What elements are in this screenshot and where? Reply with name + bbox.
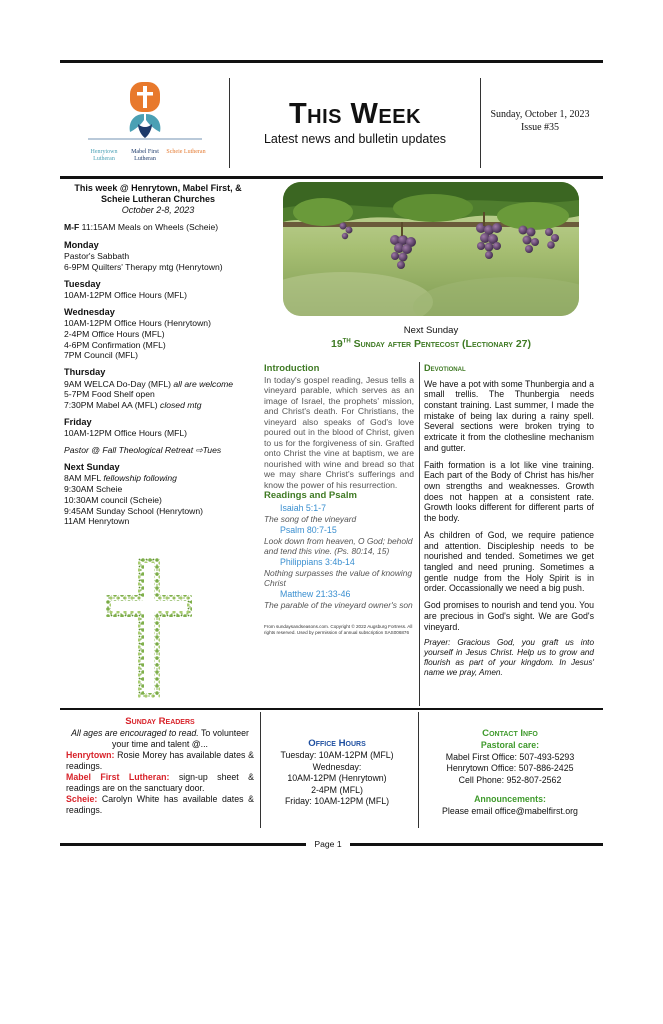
cross-flame-icon — [84, 78, 206, 140]
readers-church-text: Carolyn White has available dates & readings. — [66, 793, 254, 815]
day-item-note: all are welcome — [173, 378, 234, 389]
newsletter-title: This Week — [288, 98, 422, 130]
day-item: 10AM-12PM Office Hours (MFL) — [64, 428, 188, 439]
office-hours-line: Friday: 10AM-12PM (MFL) — [284, 796, 390, 807]
devotional-column — [424, 363, 594, 678]
top-rule — [60, 60, 603, 63]
header-divider-right — [480, 78, 481, 168]
reading-description: Look down from heaven, O God; behold and tend this vine. (Ps. 80:14, 15) — [264, 536, 413, 557]
devotional-paragraph: We have a pot with some Thunbergia and a small trellis. The Thunbergia needs constant training. Last summer, I made the mistake of being lax during a rainy spell. Several sections were broken trying to extricate it from the clothesline mechanism and gutter. — [424, 378, 594, 453]
day-heading: Monday — [64, 239, 99, 250]
readers-church-text: Rosie Morey has available dates & readings. — [66, 749, 254, 771]
office-hours-heading: Office Hours — [308, 738, 366, 749]
feature-kicker: Next Sunday — [403, 325, 459, 336]
bottom-divider-right — [418, 712, 419, 828]
schedule-title: This week @ Henrytown, Mabel First, & Scheie Lutheran Churches — [74, 183, 242, 204]
day-wednesday — [64, 307, 252, 361]
day-item-text: 8AM MFL — [64, 473, 101, 484]
vine-cross-icon — [106, 558, 192, 698]
mf-item — [64, 222, 252, 233]
announcements-email[interactable]: Please email office@mabelfirst.org — [442, 805, 578, 816]
readers-church-label: Henrytown: — [66, 749, 115, 760]
day-heading: Wednesday — [64, 306, 115, 317]
day-item: Pastor's Sabbath — [64, 251, 130, 262]
pastoral-care-label: Pastoral care: — [480, 740, 540, 751]
logo-name-scheie: Scheie Lutheran — [166, 149, 206, 156]
reading-reference: Psalm 80:7-15 — [280, 525, 337, 536]
feature-heading-number: 19 — [330, 338, 343, 350]
day-item: 9:30AM Scheie — [64, 484, 123, 495]
feature-heading-ordinal: TH — [342, 338, 351, 345]
introduction-column — [264, 363, 414, 635]
readers-church-text: sign-up sheet & readings are on the sanctuary door. — [66, 771, 254, 793]
sunday-readers-heading: Sunday Readers — [125, 716, 195, 727]
day-next-sunday — [64, 462, 252, 527]
day-heading: Friday — [64, 416, 92, 427]
office-hours-line: 2-4PM (MFL) — [311, 784, 363, 795]
contact-line: Mabel First Office: 507-493-5293 — [445, 751, 575, 762]
issue-date: Sunday, October 1, 2023 — [490, 109, 590, 120]
reading-description: Nothing surpasses the value of knowing Christ — [264, 568, 413, 589]
day-tuesday — [64, 279, 252, 301]
contact-heading: Contact Info — [482, 728, 538, 739]
day-item: 11AM Henrytown — [64, 516, 130, 527]
contact-line: Henrytown Office: 507-886-2425 — [446, 763, 574, 774]
column-divider — [419, 362, 420, 706]
readers-church-label: Mabel First Lutheran: — [66, 771, 170, 782]
schedule-dates: October 2-8, 2023 — [121, 204, 195, 215]
readers-scheie — [66, 794, 254, 816]
logo-divider — [88, 138, 202, 140]
introduction-heading: Introduction — [264, 363, 320, 374]
day-item: 10AM-12PM Office Hours (MFL) — [64, 290, 188, 301]
day-item: 6-9PM Quilters' Therapy mtg (Henrytown) — [64, 261, 223, 272]
feature-heading-text: Sunday after Pentecost (Lectionary 27) — [350, 338, 532, 350]
vineyard-image — [283, 182, 579, 316]
readers-church-label: Scheie: — [66, 793, 98, 804]
day-friday — [64, 417, 252, 439]
day-item: 5-7PM Food Shelf open — [64, 389, 155, 400]
contact-line: Cell Phone: 952-807-2562 — [458, 774, 562, 785]
readers-henrytown — [66, 750, 254, 772]
day-item — [64, 473, 252, 484]
reading-reference: Philippians 3:4b-14 — [280, 557, 355, 568]
bottom-divider-left — [260, 712, 261, 828]
day-item: 9:45AM Sunday School (Henrytown) — [64, 505, 204, 516]
introduction-text: In today's gospel reading, Jesus tells a vineyard parable, which serves as an image of Israel, the prophets' mission, and Christ's death. For Christians, the vineyard also speaks of God's love poured out in the blood of Christ, given to us for the forgiveness of sin. Grafted onto Christ the vine at baptism, we are nourished with wine and bread so that we may share Christ's sufferings and know the power of his resurrection. — [264, 374, 414, 490]
sunday-readers-intro — [66, 728, 254, 750]
sunday-readers-box — [66, 716, 254, 816]
day-item: 2-4PM Office Hours (MFL) — [64, 329, 165, 340]
mf-text: 11:15AM Meals on Wheels (Scheie) — [81, 221, 219, 232]
office-hours-box — [266, 738, 408, 808]
devotional-paragraph: God promises to nourish and tend you. You are precious in God's sight. We are God's vineyard. — [424, 600, 594, 632]
day-item-text: 7:30PM Mabel AA (MFL) — [64, 400, 158, 411]
logo-church-names — [84, 149, 206, 162]
day-item: 10AM-12PM Office Hours (Henrytown) — [64, 318, 211, 329]
feature-heading — [263, 338, 599, 351]
day-item: 4-6PM Confirmation (MFL) — [64, 339, 166, 350]
header-divider-left — [229, 78, 230, 168]
day-item-text: 9AM WELCA Do-Day (MFL) — [64, 378, 171, 389]
office-hours-line: Wednesday: — [312, 761, 362, 772]
logo-name-mabel: Mabel First Lutheran — [131, 149, 159, 162]
day-item-note: fellowship following — [103, 473, 177, 484]
office-hours-line: 10AM-12PM (Henrytown) — [287, 773, 387, 784]
devotional-heading: Devotional — [424, 363, 466, 373]
office-hours-line: Tuesday: 10AM-12PM (MFL) — [280, 750, 394, 761]
reading-description: The parable of the vineyard owner's son — [264, 600, 413, 611]
mf-label: M-F — [64, 221, 80, 232]
day-item: 7PM Council (MFL) — [64, 350, 139, 361]
announcements-label: Announcements: — [474, 794, 546, 805]
day-monday — [64, 240, 252, 273]
day-heading: Thursday — [64, 367, 106, 378]
weekly-schedule — [64, 183, 252, 533]
issue-info — [484, 108, 596, 134]
day-item-note: closed mtg — [160, 400, 202, 411]
day-thursday — [64, 367, 252, 411]
contact-info-box — [424, 728, 596, 817]
page-number: Page 1 — [306, 839, 350, 850]
devotional-paragraph: Faith formation is a lot like vine training. Each part of the Body of Christ has his/her own strengths and weaknesses. Growth does not happen at a consistent rate. Growth looks different for different parts of the body. — [424, 459, 594, 524]
copyright-notice: From sundaysandseasons.com. Copyright © 2022 Augsburg Fortress. All rights reserved. Used by permission of annual subscription SAS006876 — [264, 624, 413, 635]
devotional-prayer: Prayer: Gracious God, you graft us into yourself in Jesus Christ. Help us to grow and flourish as part of your kingdom. In Jesus' name we pray, Amen. — [424, 638, 594, 678]
bottom-section-top-rule — [60, 708, 603, 710]
reading-reference: Matthew 21:33-46 — [280, 589, 351, 600]
grapes-illustration — [283, 182, 579, 316]
day-heading: Tuesday — [64, 278, 101, 289]
devotional-paragraph: As children of God, we require patience and attention. Discipleship needs to be nourished and tended. Sometimes we get tangled and need pruning. Sometimes a gentle nudge from the Holy Spirit is in order. Occassionally we need a big push. — [424, 529, 594, 594]
day-item — [64, 379, 252, 390]
day-item — [64, 400, 252, 411]
issue-number: Issue #35 — [520, 122, 560, 133]
day-heading: Next Sunday — [64, 461, 120, 472]
newsletter-subtitle: Latest news and bulletin updates — [263, 132, 447, 146]
pastor-retreat: Pastor @ Fall Theological Retreat ⇨Tues — [64, 445, 222, 456]
readers-intro-italic: All ages are encouraged to read. — [71, 727, 199, 738]
readings-heading: Readings and Psalm — [264, 490, 357, 502]
day-item: 10:30AM council (Scheie) — [64, 494, 162, 505]
readers-intro-text: To volunteer your time and talent @... — [112, 727, 249, 749]
header-bottom-rule — [60, 176, 603, 179]
reading-description: The song of the vineyard — [264, 514, 357, 525]
readers-mabel — [66, 772, 254, 794]
logo-name-henrytown: Henrytown Lutheran — [90, 149, 118, 162]
reading-reference: Isaiah 5:1-7 — [280, 503, 326, 514]
church-logo — [84, 78, 206, 164]
